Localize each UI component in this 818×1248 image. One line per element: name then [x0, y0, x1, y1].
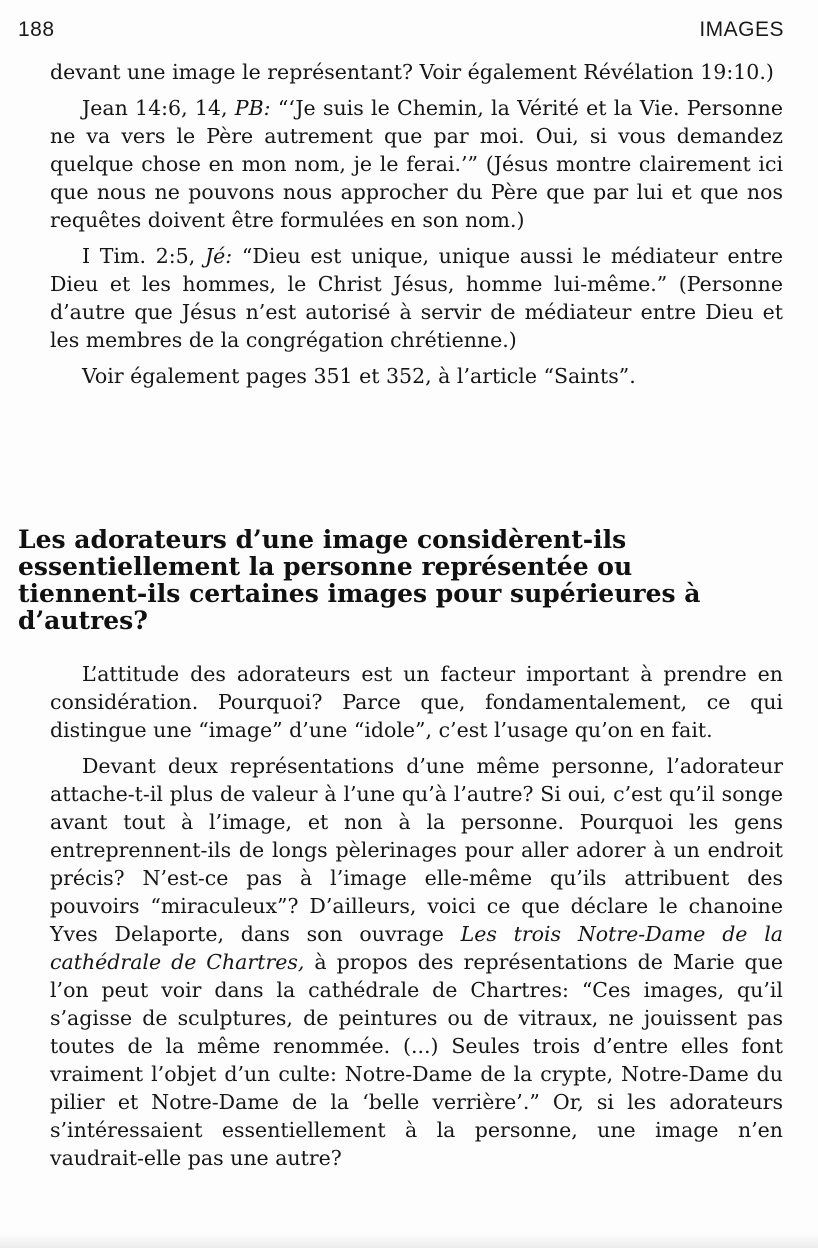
book-title: Les trois Notre-Dame de la cathédrale de Chartres,	[50, 922, 783, 974]
tim-version: Jé:	[204, 244, 233, 268]
paragraph-2-start: Devant deux représentations d’une même personne, l’adorateur attache-t-il plus de valeur à l’une qu’à l’autre? Si oui, c’est qu’il songe avant tout à l’image, et non à la personne. Pourquoi les gens entreprennent-ils de longs pèlerinages pour aller adorer à un endroit précis? N’est-ce pas à l’image elle-même qu’ils attribuent des pouvoirs “miraculeux”? D’ailleurs, voici ce que déclare le chanoine Yves Delaporte, dans son ouvrage	[50, 754, 783, 946]
page-bottom-shadow	[0, 1234, 818, 1248]
page-number: 188	[18, 18, 55, 41]
jean-text: “‘Je suis le Chemin, la Vérité et la Vie. Personne ne va vers le Père autrement que par moi. Oui, si vous demandez quelque chose en mon nom, je le ferai.’” (Jésus montre clairement ici que nous ne pouvons nous approcher du Père que par lui et que nos requêtes doivent être formulées en son nom.)	[50, 96, 783, 232]
jean-paragraph	[50, 94, 783, 234]
see-also-paragraph: Voir également pages 351 et 352, à l’article “Saints”.	[82, 364, 636, 388]
section-heading: Les adorateurs d’une image considèrent-ils essentiellement la personne représentée ou tiennent-ils certaines images pour supérieures à d’autres?	[18, 525, 701, 635]
tim-text: “Dieu est unique, unique aussi le médiateur entre Dieu et les hommes, le Christ Jésus, homme lui-même.” (Personne d’autre que Jésus n’est autorisé à servir de médiateur entre Dieu et les membres de la congrégation chrétienne.)	[50, 244, 783, 352]
paragraph-2-end: à propos des représentations de Marie que l’on peut voir dans la cathédrale de Chartres: “Ces images, qu’il s’agisse de sculptures, de peintures ou de vitraux, ne jouissent pas toutes de la même renommée. (...) Seules trois d’entre elles font vraiment l’objet d’un culte: Notre-Dame de la crypte, Notre-Dame du pilier et Notre-Dame de la ‘belle verrière’.” Or, si les adorateurs s’intéressaient essentiellement à la personne, une image n’en vaudrait-elle pas une autre?	[50, 950, 783, 1170]
top-text-block	[50, 58, 783, 390]
jean-reference: Jean 14:6, 14,	[82, 96, 228, 120]
continued-paragraph: devant une image le représentant? Voir également Révélation 19:10.)	[50, 60, 774, 84]
running-title: IMAGES	[699, 18, 784, 41]
running-header	[18, 18, 784, 44]
section-paragraph-2	[50, 752, 783, 1172]
jean-version: PB:	[234, 96, 271, 120]
section-paragraph-1: L’attitude des adorateurs est un facteur important à prendre en considération. Pourquoi? Parce que, fondamentalement, ce qui distingue une “image” d’une “idole”, c’est l’usage qu’on en fait.	[50, 662, 783, 742]
section-text-block	[50, 660, 783, 1172]
tim-reference: I Tim. 2:5,	[82, 244, 196, 268]
tim-paragraph	[50, 242, 783, 354]
